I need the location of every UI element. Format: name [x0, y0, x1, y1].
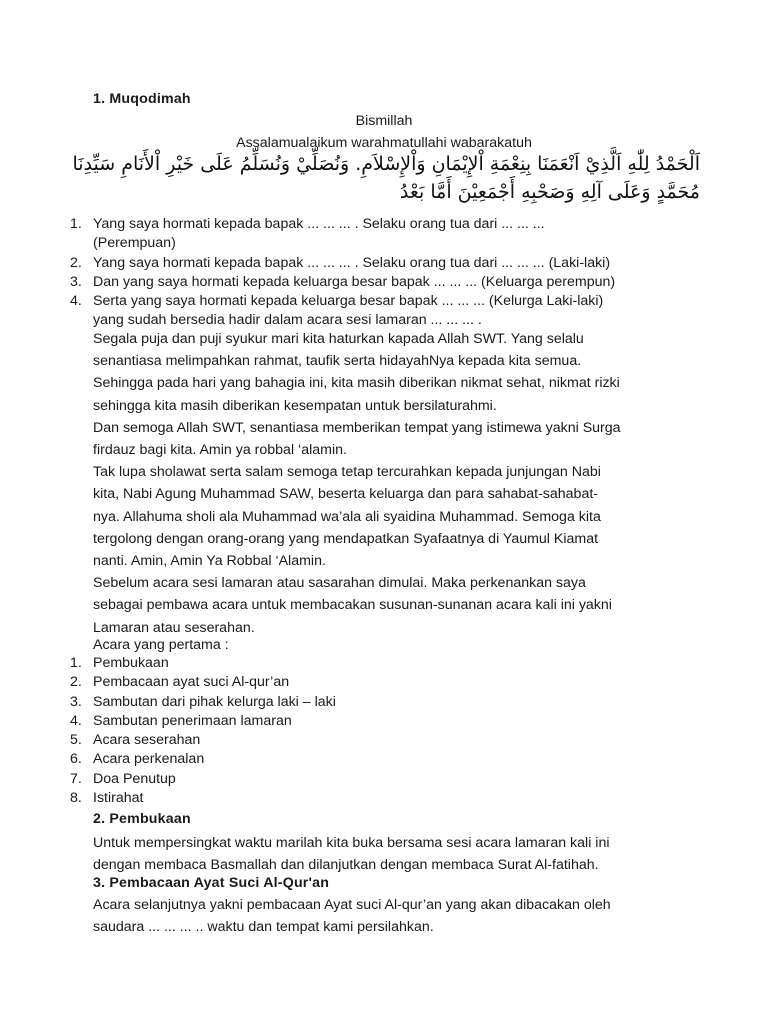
- list-text: Yang saya hormati kepada bapak ... ... ... . Selaku orang tua dari ... ... ... (Laki-laki): [93, 254, 611, 271]
- list-number: 8.: [70, 790, 82, 807]
- text-line: Sehingga pada hari yang bahagia ini, kita masih diberikan nikmat sehat, nikmat rizki: [93, 375, 620, 392]
- agenda-list: [0, 654, 768, 808]
- text-line: sehingga kita masih diberikan kesempatan untuk bersilaturahmi.: [93, 397, 497, 414]
- list-item: [0, 712, 768, 731]
- list-text: (Perempuan): [93, 235, 176, 252]
- list-number: 1.: [70, 216, 82, 232]
- list-number: 6.: [70, 751, 82, 768]
- list-text: Sambutan penerimaan lamaran: [93, 712, 292, 729]
- list-number: 1.: [70, 655, 82, 671]
- list-item: [0, 750, 768, 769]
- text-line: nya. Allahuma sholi ala Muhammad wa’ala ali syaidina Muhammad. Semoga kita: [93, 508, 601, 525]
- text-line: saudara ... ... ... .. waktu dan tempat kami persilahkan.: [93, 919, 434, 936]
- text-line: sebagai pembawa acara untuk membacakan susunan-sunanan acara kali ini yakni: [93, 597, 612, 614]
- list-text: Acara seserahan: [93, 732, 201, 749]
- list-text: yang sudah bersedia hadir dalam acara sesi lamaran ... ... ... .: [93, 312, 482, 329]
- list-item: [0, 731, 768, 750]
- list-number: 7.: [70, 770, 82, 787]
- list-number: 4.: [70, 712, 82, 729]
- list-text: Istirahat: [93, 790, 144, 807]
- list-number: 2.: [70, 254, 82, 271]
- paragraph-puja-puji: [93, 328, 653, 639]
- text-line: Untuk mempersingkat waktu marilah kita buka bersama sesi acara lamaran kali ini: [93, 835, 610, 851]
- paragraph-pembacaan: [93, 894, 653, 938]
- section-heading-muqodimah: 1. Muqodimah: [93, 91, 191, 107]
- list-item: [0, 254, 768, 273]
- section-heading-pembukaan: 2. Pembukaan: [93, 811, 191, 827]
- section-heading-pembacaan: 3. Pembacaan Ayat Suci Al-Qur'an: [93, 875, 330, 891]
- list-item: [0, 789, 768, 808]
- text-line: kita, Nabi Agung Muhammad SAW, beserta keluarga dan para sahabat-sahabat-: [93, 486, 599, 503]
- list-item: [0, 770, 768, 789]
- list-number: 3.: [70, 693, 82, 710]
- list-item: [0, 673, 768, 692]
- text-line: senantiasa melimpahkan rahmat, taufik serta hidayahNya kepada kita semua.: [93, 353, 582, 370]
- list-number: 3.: [70, 273, 82, 290]
- text-line: Lamaran atau seserahan.: [93, 619, 255, 636]
- text-line: Sebelum acara sesi lamaran atau sasarahan dimulai. Maka perkenankan saya: [93, 575, 586, 592]
- list-text: Serta yang saya hormati kepada keluarga besar bapak ... ... ... (Kelurga Laki-laki): [93, 293, 604, 310]
- text-line: Acara selanjutnya yakni pembacaan Ayat suci Al-qur’an yang akan dibacakan oleh: [93, 897, 611, 913]
- list-item: [0, 292, 768, 331]
- list-text: Yang saya hormati kepada bapak ... ... ... . Selaku orang tua dari ... ... ...: [93, 216, 545, 232]
- list-item: [0, 654, 768, 673]
- list-text: Pembukaan: [93, 655, 169, 671]
- list-number: 4.: [70, 293, 82, 310]
- text-line: firdauz bagi kita. Amin ya robbal ‘alamin.: [93, 442, 347, 459]
- list-item: [0, 273, 768, 292]
- greetings-list: [0, 215, 768, 331]
- list-item: [0, 215, 768, 254]
- list-text: Acara perkenalan: [93, 751, 205, 768]
- list-text: Sambutan dari pihak kelurga laki – laki: [93, 693, 336, 710]
- arabic-line-1: اَلْحَمْدُ لِلّٰهِ اَلَّذِيْ اَنْعَمَنَا بِنِعْمَةِ اْلإِيْمَانِ وَاْلإِسْلاَمِ. وَنُصَلِّيْ وَنُسَلِّمُ عَلَى خَيْرِ اْلأَنَامِ سَيِّدِنَا: [72, 153, 700, 175]
- list-text: Dan yang saya hormati kepada keluarga besar bapak ... ... ... (Keluarga perempun): [93, 273, 616, 290]
- acara-intro: Acara yang pertama :: [93, 637, 229, 653]
- list-number: 5.: [70, 732, 82, 749]
- list-text: Pembacaan ayat suci Al-qur’an: [93, 674, 290, 691]
- text-line: Tak lupa sholawat serta salam semoga tetap tercurahkan kepada junjungan Nabi: [93, 464, 601, 481]
- list-text: Doa Penutup: [93, 770, 176, 787]
- text-line: tergolong dengan orang-orang yang mendapatkan Syafaatnya di Yaumul Kiamat: [93, 530, 599, 547]
- list-item: [0, 693, 768, 712]
- text-line: dengan membaca Basmallah dan dilanjutkan dengan membaca Surat Al-fatihah.: [93, 857, 599, 874]
- arabic-line-2: مُحَمَّدٍ وَعَلَى آلِهِ وَصَحْبِهِ أَجْمَعِيْنَ أَمَّا بَعْدُ: [399, 181, 700, 203]
- list-number: 2.: [70, 674, 82, 691]
- bismillah-text: Bismillah: [355, 113, 413, 129]
- paragraph-pembukaan: [93, 832, 653, 876]
- text-line: Segala puja dan puji syukur mari kita haturkan kapada Allah SWT. Yang selalu: [93, 331, 584, 347]
- salam-text: Assalamualaikum warahmatullahi wabarakatuh: [236, 135, 532, 151]
- text-line: nanti. Amin, Amin Ya Robbal ‘Alamin.: [93, 553, 326, 570]
- text-line: Dan semoga Allah SWT, senantiasa memberikan tempat yang istimewa yakni Surga: [93, 419, 621, 436]
